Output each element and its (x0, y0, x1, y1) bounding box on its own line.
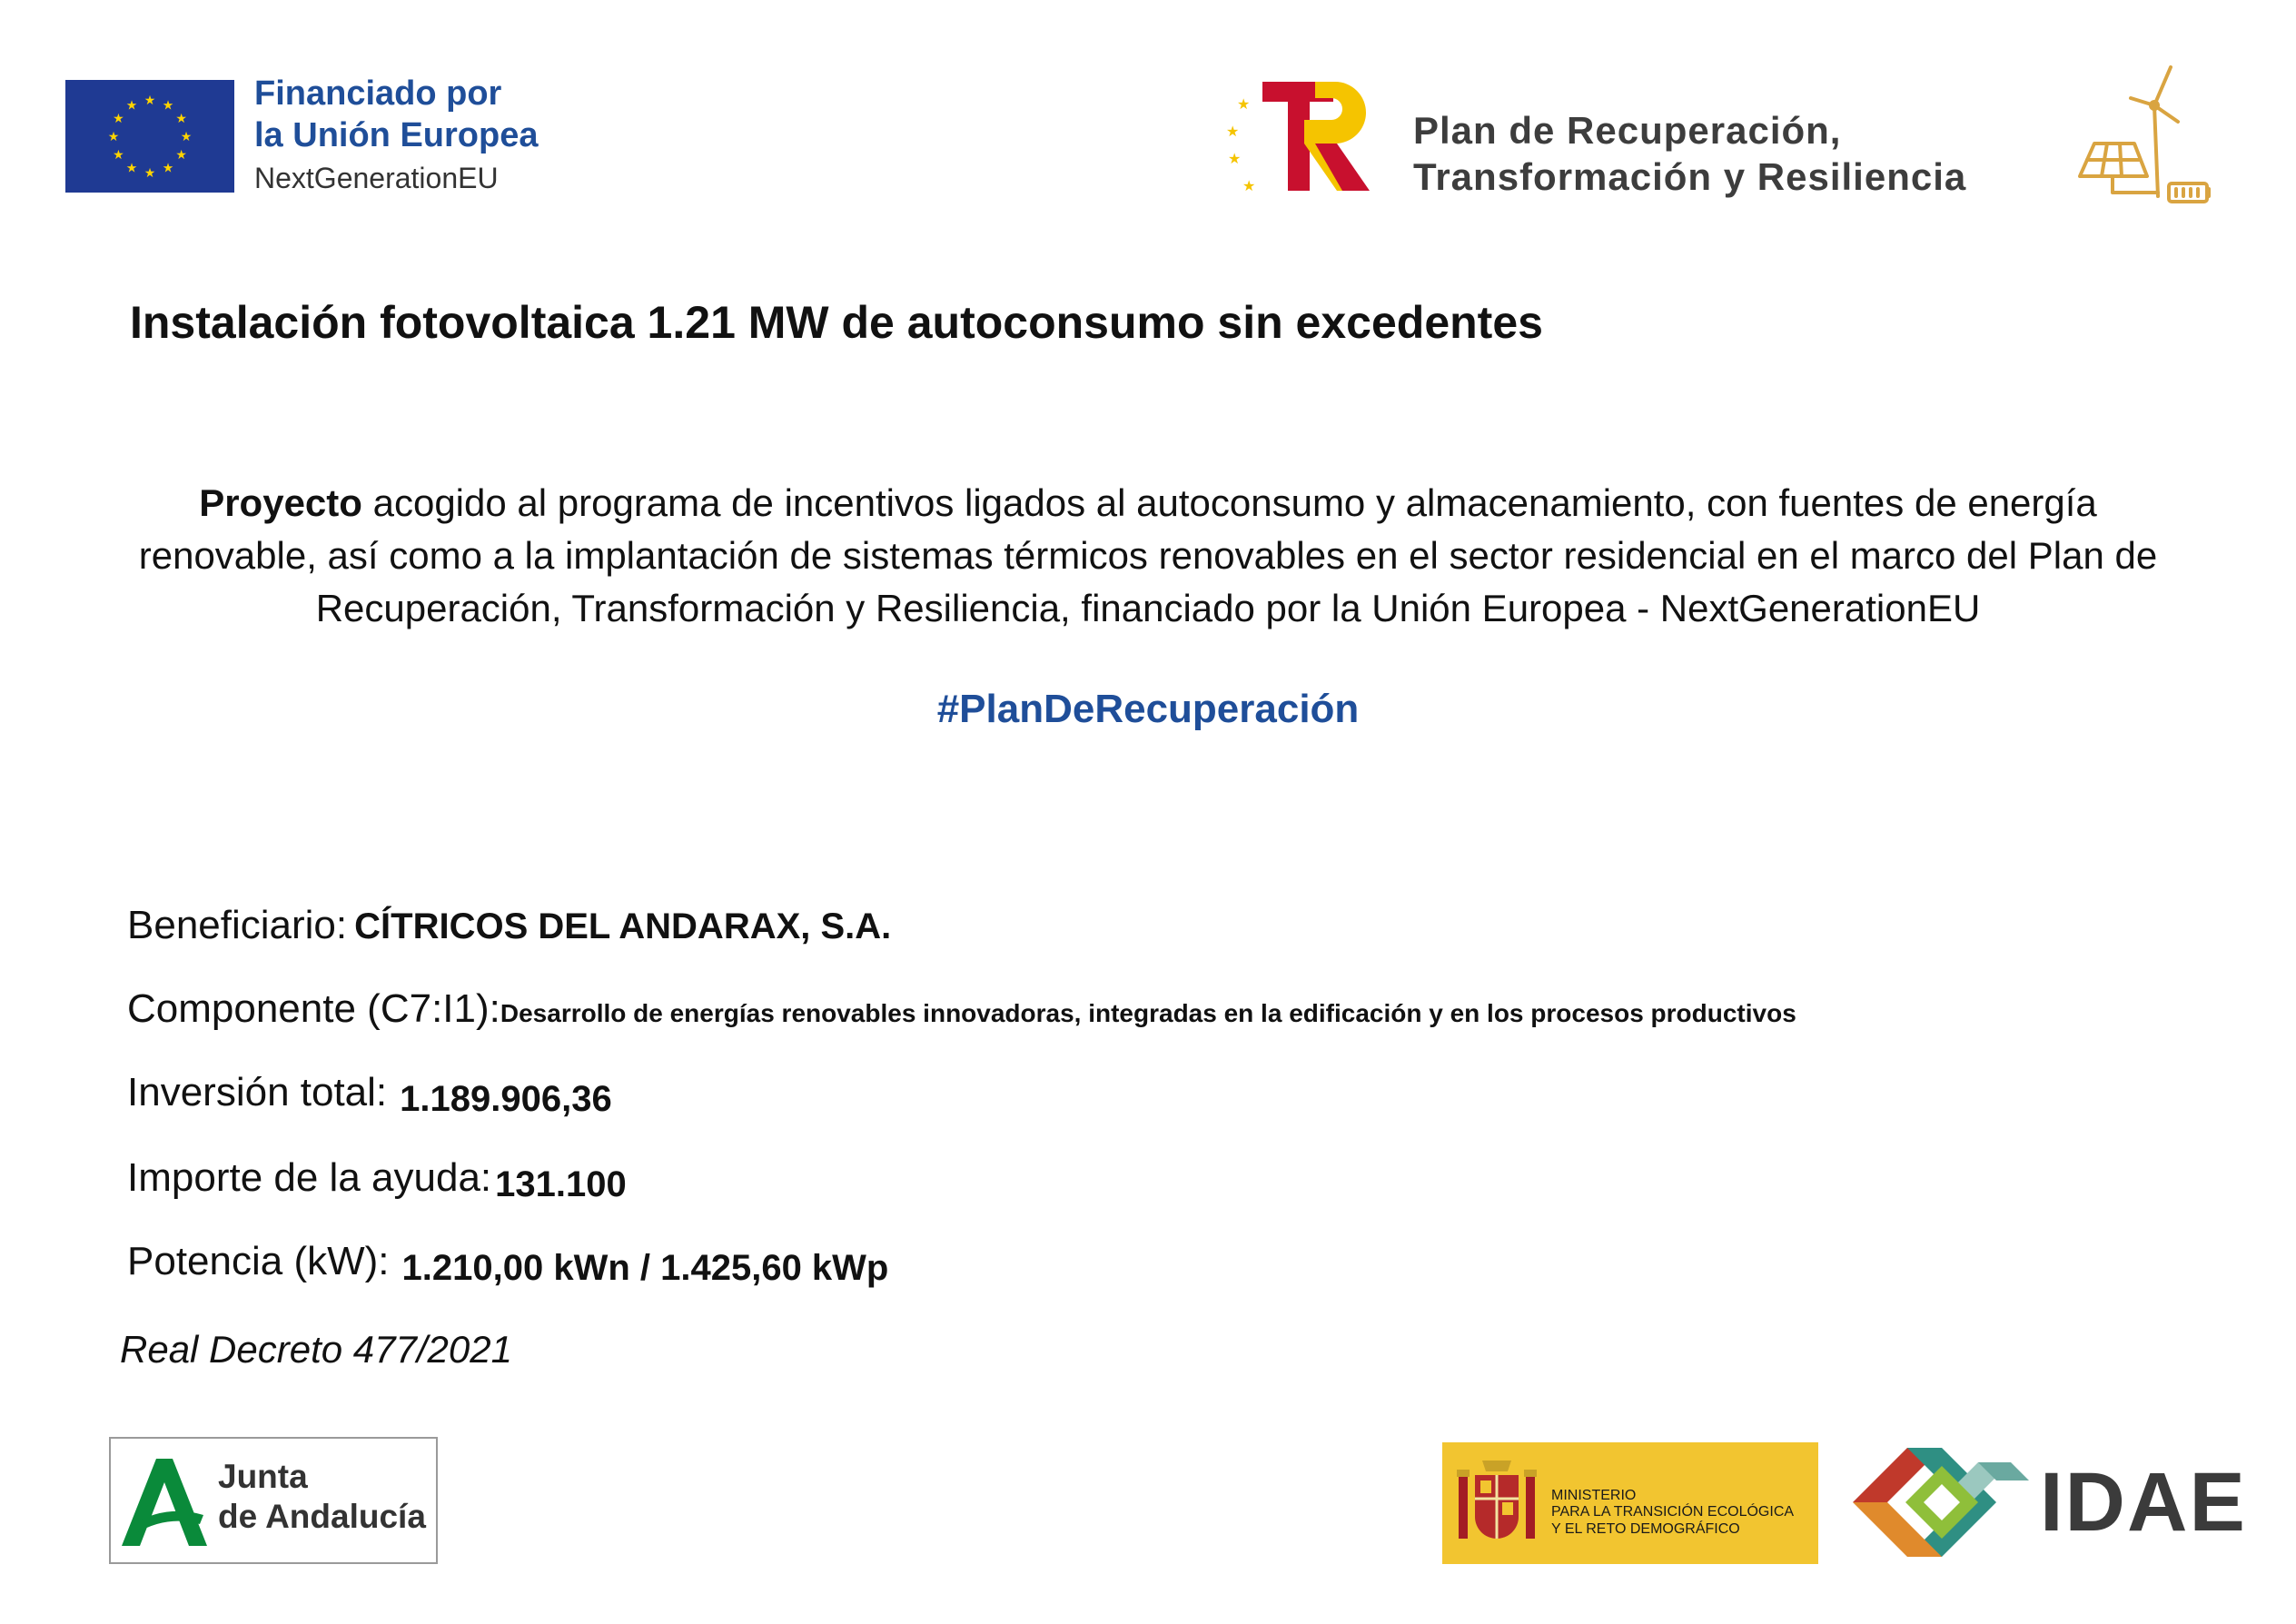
beneficiario-row (127, 903, 891, 948)
beneficiario-label: Beneficiario: (127, 903, 348, 947)
importe-label: Importe de la ayuda: (127, 1155, 492, 1200)
eu-star: ★ (107, 130, 120, 144)
junta-line-1: Junta (218, 1458, 308, 1495)
inversion-value: 1.189.906,36 (400, 1079, 612, 1119)
eu-line-1: Financiado por (254, 74, 502, 113)
potencia-value: 1.210,00 kWn / 1.425,60 kWp (401, 1248, 889, 1288)
svg-text:★: ★ (1242, 177, 1256, 194)
eu-star: ★ (125, 161, 138, 176)
eu-star: ★ (162, 161, 174, 176)
eu-star: ★ (144, 94, 156, 108)
eu-star: ★ (175, 148, 187, 163)
beneficiario-value: CÍTRICOS DEL ANDARAX, S.A. (354, 906, 892, 946)
eu-line-3: NextGenerationEU (254, 161, 499, 194)
junta-a-icon (120, 1455, 209, 1550)
inversion-row (127, 1070, 612, 1119)
project-description (109, 477, 2187, 635)
ministerio-line-2: PARA LA TRANSICIÓN ECOLÓGICA (1551, 1504, 1795, 1520)
svg-text:★: ★ (1237, 95, 1251, 113)
page-title: Instalación fotovoltaica 1.21 MW de autoconsumo sin excedentes (130, 297, 1543, 348)
junta-line-2: de Andalucía (218, 1498, 426, 1536)
prtr-line-1: Plan de Recuperación, (1413, 109, 1842, 152)
componente-value: Desarrollo de energías renovables innovadoras, integradas en la edificación y en los procesos productivos (500, 999, 1796, 1027)
idae-mark-icon (1851, 1441, 2029, 1564)
importe-row (127, 1155, 627, 1204)
eu-star: ★ (113, 112, 124, 126)
eu-star: ★ (180, 130, 193, 144)
wind-solar-battery-icon (2067, 60, 2220, 209)
ministerio-line-1: MINISTERIO (1551, 1488, 1637, 1503)
ministerio-line-3: Y EL RETO DEMOGRÁFICO (1551, 1520, 1740, 1537)
eu-flag (65, 80, 234, 193)
junta-andalucia-logo (109, 1437, 438, 1564)
componente-row (127, 986, 1796, 1032)
prtr-logo (1224, 73, 1379, 200)
hashtag: #PlanDeRecuperación (936, 687, 1360, 731)
svg-text:★: ★ (1226, 123, 1240, 140)
ministerio-text (1551, 1488, 1794, 1538)
eu-funding-text (254, 73, 538, 196)
inversion-label: Inversión total: (127, 1070, 388, 1114)
eu-star: ★ (125, 98, 138, 114)
eu-line-2: la Unión Europea (254, 116, 539, 155)
importe-value: 131.100 (495, 1164, 627, 1204)
spain-coat-of-arms-icon (1455, 1455, 1539, 1551)
eu-star: ★ (175, 112, 187, 126)
eu-star: ★ (162, 98, 174, 114)
eu-star: ★ (144, 166, 156, 181)
prtr-title (1413, 107, 1966, 200)
ministerio-logo (1442, 1442, 1818, 1564)
description-text: acogido al programa de incentivos ligados al autoconsumo y almacenamiento, con fuentes de energía renovable, así como a la implantación de sistemas térmicos renovables en el sector residencial en el marco del Plan de Recuperación, Transformación y Resiliencia, financiado por la Unión Europea - NextGenerationEU (138, 481, 2158, 629)
componente-label: Componente (C7:I1): (127, 986, 500, 1031)
svg-text:★: ★ (1228, 150, 1242, 167)
idae-logo-text: IDAE (2040, 1456, 2247, 1549)
eu-star: ★ (113, 148, 124, 163)
prtr-line-2: Transformación y Resiliencia (1413, 155, 1967, 199)
real-decreto: Real Decreto 477/2021 (120, 1328, 512, 1371)
description-lead: Proyecto (199, 481, 362, 524)
potencia-label: Potencia (kW): (127, 1239, 390, 1283)
potencia-row (127, 1239, 889, 1288)
